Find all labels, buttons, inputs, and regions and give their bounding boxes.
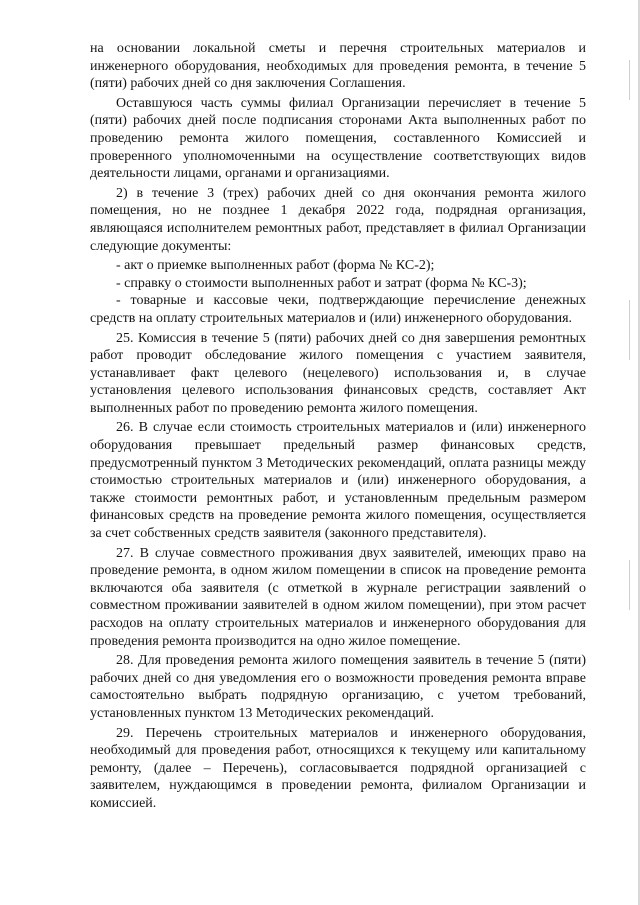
- list-item-ks3: - справку о стоимости выполненных работ и затрат (форма № КС-3);: [116, 275, 527, 291]
- list-item-ks2: - акт о приемке выполненных работ (форма № КС-2);: [116, 258, 435, 274]
- scan-artifact: [629, 300, 630, 360]
- paragraph-28: 28. Для проведения ремонта жилого помещения заявитель в течение 5 (пяти) рабочих дней со дня уведомления его о возможности проведения ремонта вправе самостоятельно выбрать подрядную организацию, с учетом требований, установленных пунктом 13 Методических рекомендаций.: [90, 653, 586, 721]
- scan-artifact: [629, 560, 630, 610]
- paragraph-item-2: 2) в течение 3 (трех) рабочих дней со дня окончания ремонта жилого помещения, но не позднее 1 декабря 2022 года, подрядная организация, являющаяся исполнителем ремонтных работ, представляет в филиал Организации следующие документы:: [90, 185, 586, 254]
- list-item-receipts: - товарные и кассовые чеки, подтверждающие перечисление денежных средств на оплату строительных материалов и (или) инженерного оборудования.: [90, 293, 586, 326]
- document-page: [90, 40, 586, 815]
- paragraph-29: 29. Перечень строительных материалов и инженерного оборудования, необходимый для проведения работ, относящихся к текущему или капитальному ремонту, (далее – Перечень), согласовывается подрядной организацией с заявителем, нуждающимся в проведении ремонта, филиалом Организации и комиссией.: [90, 725, 586, 811]
- paragraph-25: 25. Комиссия в течение 5 (пяти) рабочих дней со дня завершения ремонтных работ проводит обследование жилого помещения с участием заявителя, устанавливает факт целевого (нецелевого) использования и, в случае установления целевого использования финансовых средств, составляет Акт выполненных работ по проведению ремонта жилого помещения.: [90, 330, 586, 416]
- paragraph-26: 26. В случае если стоимость строительных материалов и (или) инженерного оборудования превышает предельный размер финансовых средств, предусмотренный пунктом 3 Методических рекомендаций, оплата разницы между стоимостью строительных материалов и (или) инженерного оборудования, а также стоимости ремонтных работ, и установленным предельным размером финансовых средств на проведение ремонта жилого помещения, осуществляется за счет собственных средств заявителя (законного представителя).: [90, 420, 586, 542]
- paragraph-remaining-payment: Оставшуюся часть суммы филиал Организации перечисляет в течение 5 (пяти) рабочих дней после подписания сторонами Акта выполненных работ по проведению ремонта жилого помещения, составленного Комиссией и проверенного уполномоченными на осуществление соответствующих видов деятельности лицами, органами и организациями.: [90, 95, 586, 182]
- scan-artifact: [629, 60, 630, 100]
- paragraph-continuation: на основании локальной сметы и перечня строительных материалов и инженерного оборудования, необходимых для проведения ремонта, в течение 5 (пяти) рабочих дней со дня заключения Соглашения.: [90, 41, 586, 92]
- paragraph-27: 27. В случае совместного проживания двух заявителей, имеющих право на проведение ремонта, в одном жилом помещении в список на проведение ремонта включаются оба заявителя (с отметкой в журнале регистрации заявлений о совместном проживании заявителей в одном жилом помещении), при этом расчет расходов на оплату строительных материалов и инженерного оборудования для проведения ремонта производится на одно жилое помещение.: [90, 545, 586, 649]
